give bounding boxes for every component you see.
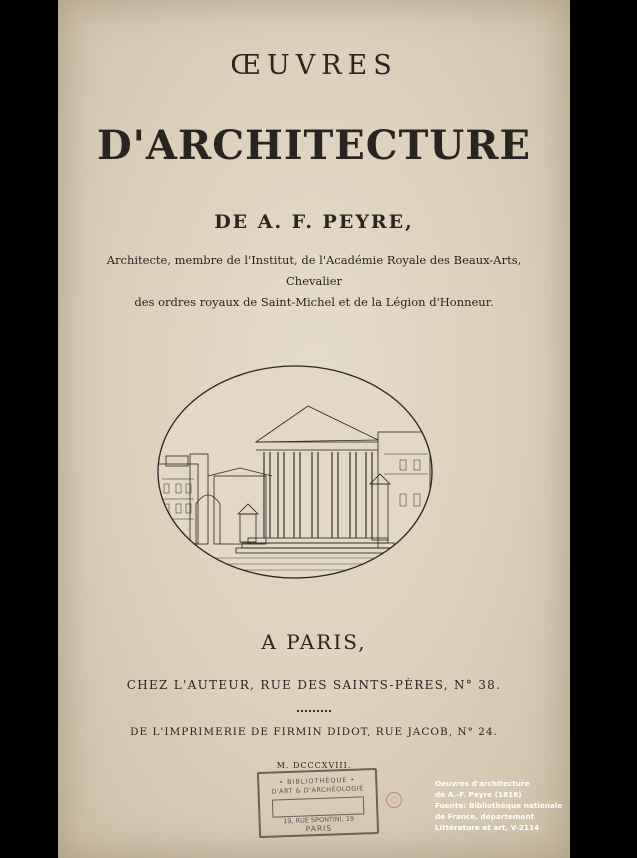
stamp-line-4: PARIS <box>305 823 333 834</box>
title-author: DE A. F. PEYRE, <box>214 211 414 233</box>
imprint-place: A PARIS, <box>261 630 367 654</box>
imprint-publisher: CHEZ L'AUTEUR, RUE DES SAINTS-PÈRES, N° 38. <box>126 678 502 692</box>
library-stamp <box>257 768 379 838</box>
engraving-vignette <box>156 364 434 580</box>
title-page <box>58 0 570 858</box>
imprint-printer: DE L'IMPRIMERIE DE FIRMIN DIDOT, RUE JACOB, N° 24. <box>130 726 498 738</box>
image-caption <box>435 778 565 833</box>
caption-line-2: de A.-F. Peyre (1818) <box>435 790 522 799</box>
caption-line-4: de France, département <box>435 812 535 821</box>
credentials-line-2: des ordres royaux de Saint-Michel et de la Légion d'Honneur. <box>134 295 494 309</box>
stamp-line-2: D'ART & D'ARCHÉOLOGIE <box>271 784 364 796</box>
caption-line-3: Fuente: Bibliothèque nationale <box>435 801 563 810</box>
imprint-year: M. DCCCXVIII. <box>276 761 352 770</box>
stamp-line-1: • BIBLIOTHÈQUE • <box>278 775 356 787</box>
ornamental-rule <box>297 710 331 712</box>
caption-line-5: Littérature et art, V-2114 <box>435 823 540 832</box>
author-credentials <box>58 250 570 313</box>
title-oeuvres: ŒUVRES <box>230 50 398 81</box>
caption-line-1: Oeuvres d'architecture <box>435 779 530 788</box>
credentials-line-1: Architecte, membre de l'Institut, de l'Académie Royale des Beaux-Arts, Chevalier <box>106 253 522 288</box>
red-ownership-stamp: ◌ <box>386 792 402 808</box>
title-architecture: D'ARCHITECTURE <box>96 122 532 169</box>
stamp-line-3: 19, RUE SPONTINI, 19 <box>282 814 355 826</box>
